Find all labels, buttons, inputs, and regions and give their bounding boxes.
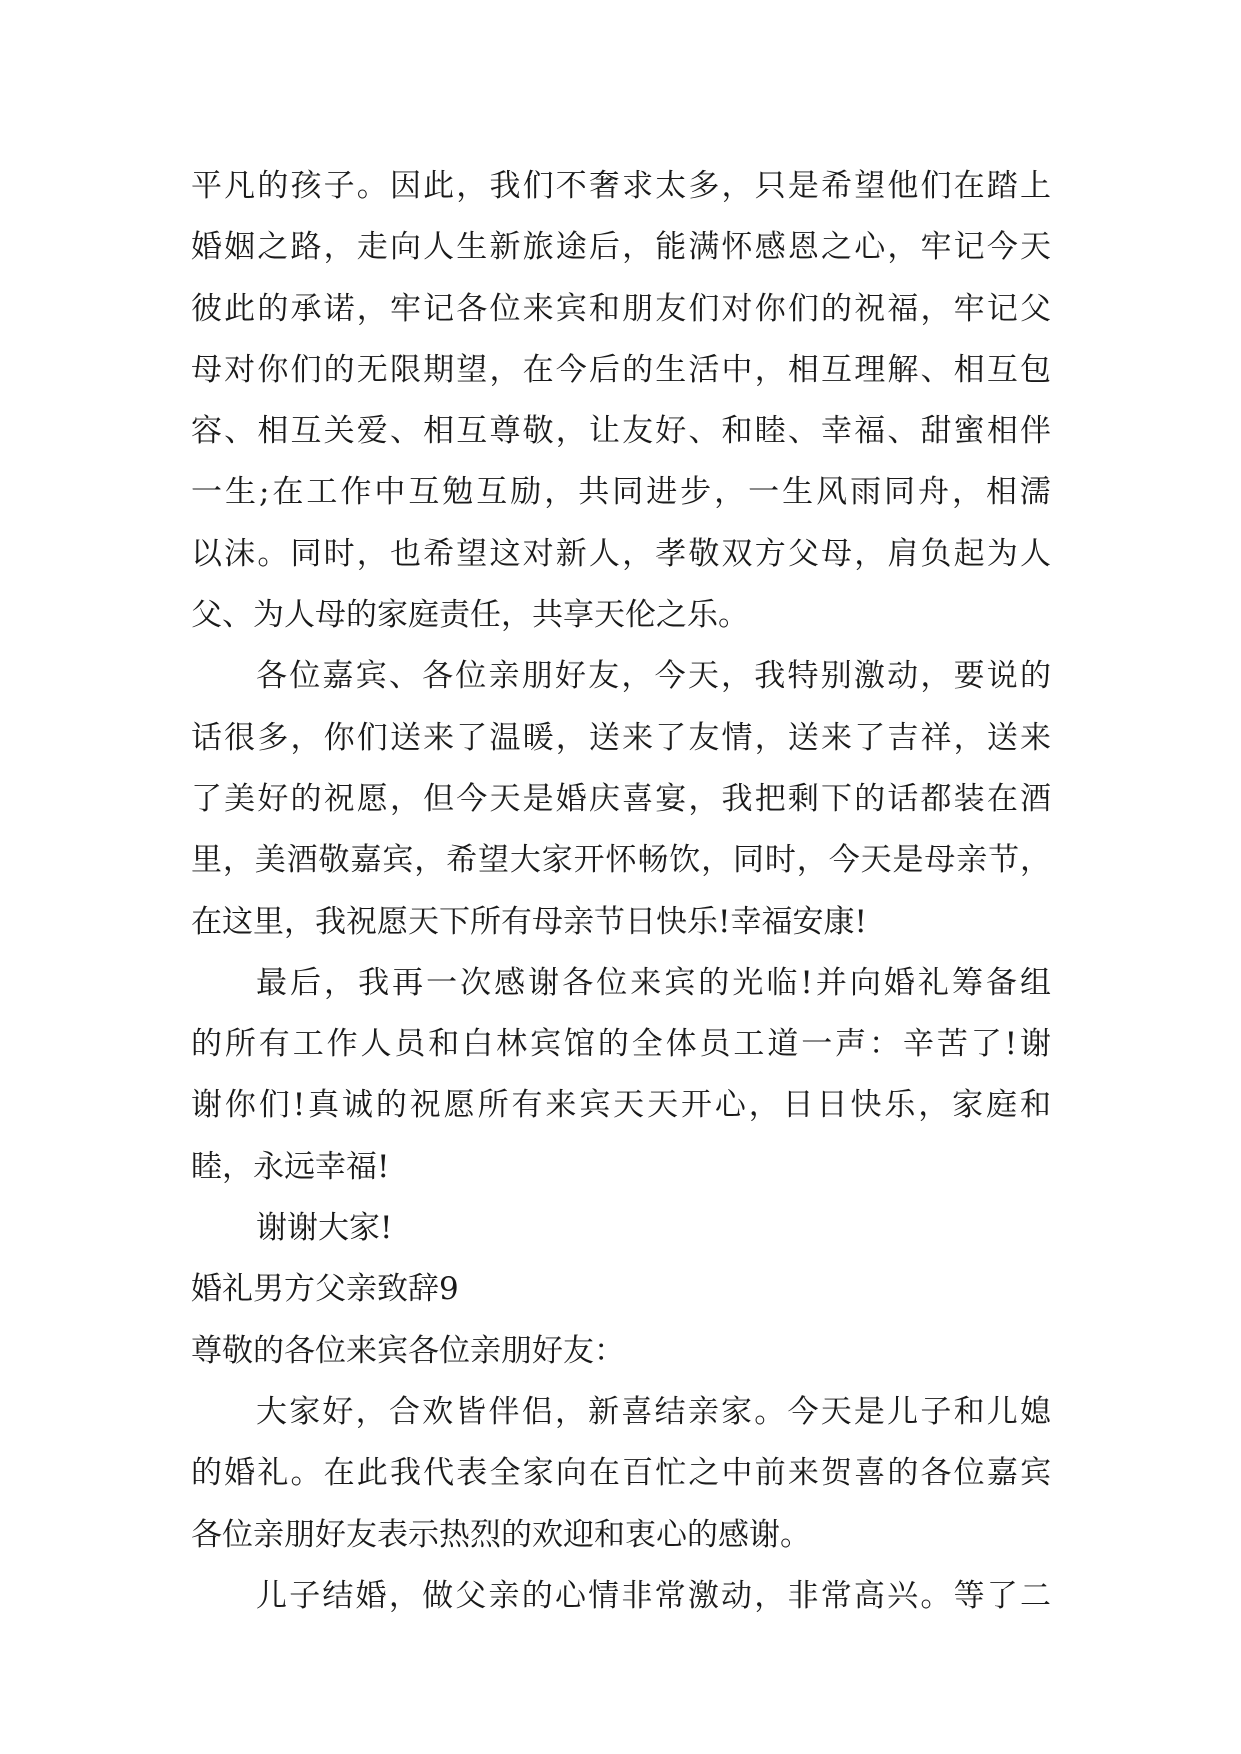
- text-line: 睦，永远幸福!: [191, 1148, 390, 1185]
- text-line: 谢你们!真诚的祝愿所有来宾天天开心，日日快乐，家庭和: [191, 1087, 1051, 1124]
- section-title: 婚礼男方父亲致辞9: [191, 1271, 459, 1308]
- text-line: 彼此的承诺，牢记各位来宾和朋友们对你们的祝福，牢记父: [191, 290, 1051, 327]
- text-line: 大家好，合欢皆伴侣，新喜结亲家。今天是儿子和儿媳: [256, 1393, 1051, 1430]
- paragraph-2: [191, 646, 1051, 952]
- text-line: 容、相互关爱、相互尊敬，让友好、和睦、幸福、甜蜜相伴: [191, 413, 1051, 450]
- document-body: [191, 156, 1051, 1627]
- text-line: 最后，我再一次感谢各位来宾的光临!并向婚礼筹备组: [256, 964, 1051, 1001]
- text-line: 以沫。同时，也希望这对新人，孝敬双方父母，肩负起为人: [191, 535, 1051, 572]
- text-line: 的所有工作人员和白林宾馆的全体员工道一声：辛苦了!谢: [191, 1026, 1051, 1063]
- text-line: 各位亲朋好友表示热烈的欢迎和衷心的感谢。: [191, 1516, 811, 1553]
- paragraph-3: [191, 953, 1051, 1198]
- text-line: 一生;在工作中互勉互励，共同进步，一生风雨同舟，相濡: [191, 474, 1051, 511]
- text-line: 平凡的孩子。因此，我们不奢求太多，只是希望他们在踏上: [191, 168, 1051, 204]
- salutation: 尊敬的各位来宾各位亲朋好友：: [191, 1332, 625, 1369]
- text-line: 的婚礼。在此我代表全家向在百忙之中前来贺喜的各位嘉宾: [191, 1455, 1051, 1492]
- text-line: 儿子结婚，做父亲的心情非常激动，非常高兴。等了二: [256, 1577, 1051, 1614]
- paragraph-4: [191, 1382, 1051, 1566]
- text-line: 母对你们的无限期望，在今后的生活中，相互理解、相互包: [191, 351, 1051, 388]
- text-line: 了美好的祝愿，但今天是婚庆喜宴，我把剩下的话都装在酒: [191, 780, 1051, 817]
- paragraph-1: [191, 156, 1051, 646]
- text-line: 话很多，你们送来了温暖，送来了友情，送来了吉祥，送来: [191, 719, 1051, 756]
- paragraph-5: [191, 1566, 1051, 1627]
- text-line: 里，美酒敬嘉宾，希望大家开怀畅饮，同时，今天是母亲节，: [191, 842, 1051, 879]
- text-line: 婚姻之路，走向人生新旅途后，能满怀感恩之心，牢记今天: [191, 229, 1051, 266]
- closing-text: 谢谢大家!: [256, 1210, 393, 1247]
- text-line: 在这里，我祝愿天下所有母亲节日快乐!幸福安康!: [191, 903, 867, 940]
- text-line: 父、为人母的家庭责任，共享天伦之乐。: [191, 597, 749, 634]
- text-line: 各位嘉宾、各位亲朋好友，今天，我特别激动，要说的: [256, 658, 1051, 695]
